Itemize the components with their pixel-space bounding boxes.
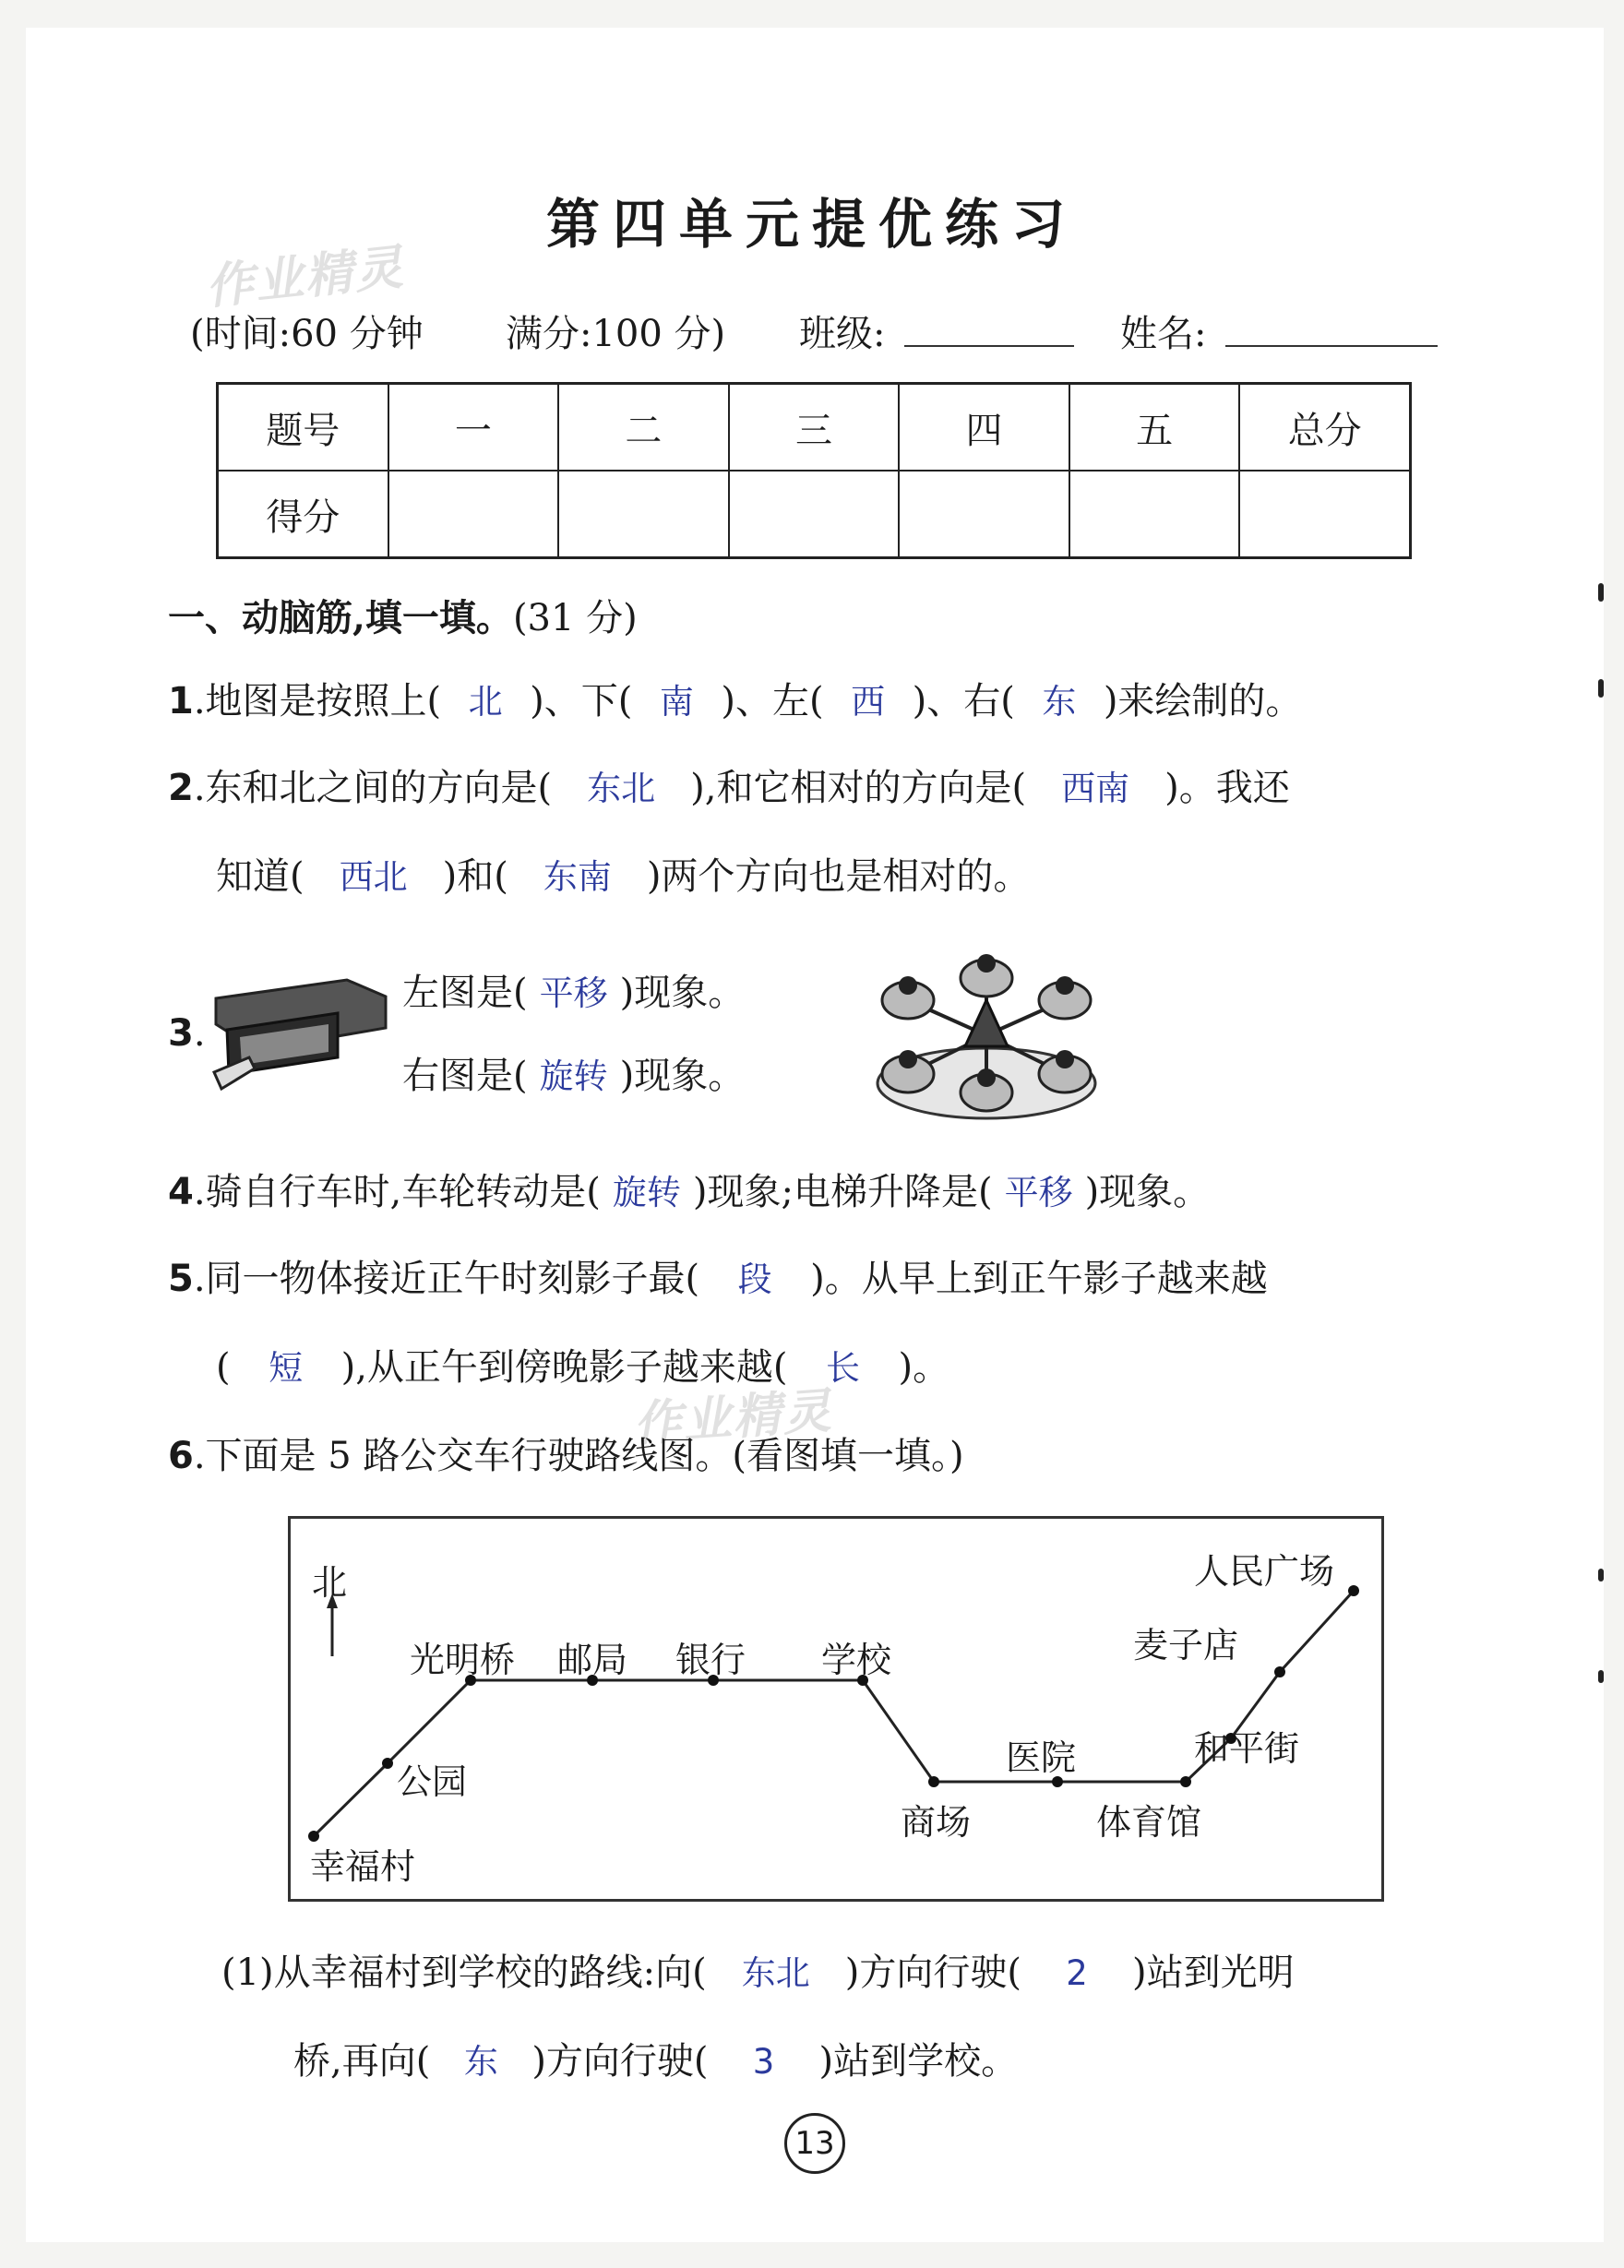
answer[interactable]: 东南 bbox=[543, 857, 612, 897]
stop-label: 医院 bbox=[1006, 1737, 1077, 1778]
question-5-line-1 bbox=[168, 1257, 1268, 1302]
score-table-header-row bbox=[218, 384, 1411, 472]
binding-mark bbox=[1598, 583, 1604, 602]
question-3-number: 3 bbox=[168, 1012, 194, 1055]
question-text: )、右( bbox=[912, 680, 1015, 722]
header-cell: 二 bbox=[558, 384, 729, 472]
question-2-line-1 bbox=[168, 766, 1290, 811]
score-cell[interactable] bbox=[1239, 471, 1410, 558]
question-3-line-2 bbox=[402, 1054, 745, 1099]
score-cell[interactable] bbox=[558, 471, 729, 558]
question-text: ),和它相对的方向是( bbox=[690, 767, 1027, 809]
question-number: 1 bbox=[168, 680, 194, 722]
question-text: .同一物体接近正午时刻影子最( bbox=[193, 1258, 700, 1300]
question-4 bbox=[168, 1170, 1210, 1215]
question-number: 4 bbox=[168, 1171, 194, 1213]
question-number: 3. bbox=[168, 1012, 206, 1055]
question-text: .下面是 5 路公交车行驶路线图。(看图填一填。) bbox=[193, 1435, 964, 1477]
answer[interactable]: 平移 bbox=[539, 973, 608, 1013]
stop-dot bbox=[1180, 1776, 1191, 1787]
stop-label: 银行 bbox=[675, 1640, 746, 1680]
question-5-line-2 bbox=[216, 1345, 949, 1391]
question-text: )。我还 bbox=[1164, 767, 1290, 809]
score-table bbox=[216, 382, 1412, 559]
score-cell[interactable] bbox=[1069, 471, 1240, 558]
watermark: 作业精灵 bbox=[202, 238, 408, 316]
page bbox=[26, 28, 1604, 2242]
question-6-1-line-2 bbox=[293, 2039, 1018, 2084]
header-cell: 四 bbox=[899, 384, 1069, 472]
page-number: 13 bbox=[784, 2113, 845, 2174]
question-text: )、左( bbox=[721, 680, 824, 722]
binding-mark bbox=[1598, 1670, 1604, 1683]
section-title: 一、动脑筋,填一填。 bbox=[168, 596, 513, 639]
stop-label: 麦子店 bbox=[1133, 1625, 1239, 1665]
answer[interactable]: 段 bbox=[737, 1259, 772, 1299]
question-text: )现象。 bbox=[619, 972, 746, 1014]
question-text: .骑自行车时,车轮转动是( bbox=[193, 1171, 601, 1213]
answer[interactable]: 东北 bbox=[587, 769, 656, 808]
header-cell: 总分 bbox=[1239, 384, 1410, 472]
question-number: 2 bbox=[168, 767, 194, 809]
header-cell: 三 bbox=[729, 384, 900, 472]
question-text: 桥,再向( bbox=[293, 2040, 431, 2083]
full-score-info: 满分:100 分) bbox=[506, 313, 726, 355]
answer[interactable]: 东 bbox=[1042, 682, 1077, 722]
question-text: ),从正午到傍晚影子越来越( bbox=[340, 1346, 788, 1389]
page-title: 第四单元提优练习 bbox=[545, 193, 1078, 256]
question-text: )现象。 bbox=[619, 1055, 746, 1097]
section-points: (31 分) bbox=[512, 597, 638, 639]
header-cell: 一 bbox=[388, 384, 559, 472]
binding-mark bbox=[1598, 679, 1604, 698]
stop-label: 体育馆 bbox=[1096, 1802, 1202, 1843]
question-1 bbox=[168, 679, 1302, 724]
score-table-score-row bbox=[218, 471, 1411, 558]
stop-dot bbox=[928, 1776, 939, 1787]
question-text: .东和北之间的方向是( bbox=[193, 767, 553, 809]
section-heading bbox=[168, 589, 638, 641]
answer[interactable]: 短 bbox=[269, 1348, 304, 1388]
header-cell: 题号 bbox=[218, 384, 388, 472]
question-text: )、下( bbox=[530, 680, 633, 722]
stop-label: 人民广场 bbox=[1194, 1551, 1335, 1592]
question-text: )方向行驶( bbox=[531, 2040, 709, 2083]
question-text: 右图是( bbox=[402, 1055, 528, 1097]
question-text: )现象;电梯升降是( bbox=[692, 1171, 993, 1213]
stop-dot bbox=[382, 1758, 393, 1769]
binding-mark bbox=[1598, 1569, 1604, 1582]
question-text: )方向行驶( bbox=[844, 1952, 1021, 1994]
question-text: ( bbox=[216, 1346, 231, 1389]
question-3-line-1 bbox=[402, 971, 745, 1016]
stop-dot bbox=[1274, 1666, 1285, 1677]
answer[interactable]: 长 bbox=[826, 1348, 861, 1388]
time-info: (时间:60 分钟 bbox=[190, 313, 424, 355]
carousel-illustration bbox=[871, 945, 1102, 1126]
question-text: 从幸福村到学校的路线:向( bbox=[273, 1952, 707, 1994]
score-cell[interactable] bbox=[899, 471, 1069, 558]
answer[interactable]: 3 bbox=[752, 2042, 775, 2082]
question-text: )站到学校。 bbox=[818, 2040, 1019, 2083]
answer[interactable]: 东北 bbox=[741, 1953, 810, 1993]
answer[interactable]: 2 bbox=[1066, 1953, 1088, 1993]
question-number: 5 bbox=[168, 1258, 194, 1300]
row-label-cell: 得分 bbox=[218, 471, 388, 558]
stop-label: 学校 bbox=[821, 1640, 892, 1680]
answer[interactable]: 西 bbox=[851, 682, 886, 722]
class-label: 班级: bbox=[799, 313, 886, 355]
name-blank[interactable] bbox=[1225, 304, 1438, 347]
sub-question-number: (1) bbox=[221, 1952, 274, 1994]
score-cell[interactable] bbox=[729, 471, 900, 558]
score-cell[interactable] bbox=[388, 471, 559, 558]
answer[interactable]: 北 bbox=[468, 682, 503, 722]
answer[interactable]: 南 bbox=[659, 682, 694, 722]
stop-label: 和平街 bbox=[1194, 1728, 1300, 1769]
question-text: )站到光明 bbox=[1131, 1952, 1295, 1994]
question-text: )两个方向也是相对的。 bbox=[646, 855, 1031, 898]
question-text: )来绘制的。 bbox=[1103, 680, 1303, 722]
stop-dot bbox=[1348, 1585, 1359, 1596]
stop-label: 邮局 bbox=[557, 1640, 628, 1680]
question-6-1-line-1 bbox=[221, 1951, 1295, 1996]
stop-label: 公园 bbox=[397, 1761, 468, 1802]
question-text: 知道( bbox=[216, 855, 304, 898]
answer[interactable]: 旋转 bbox=[539, 1056, 608, 1096]
stop-label: 幸福村 bbox=[310, 1846, 416, 1887]
class-blank[interactable] bbox=[904, 304, 1074, 347]
question-text: )现象。 bbox=[1084, 1171, 1211, 1213]
question-text: )。从早上到正午影子越来越 bbox=[810, 1258, 1268, 1300]
stop-label: 光明桥 bbox=[410, 1640, 516, 1680]
stop-label: 商场 bbox=[901, 1802, 972, 1843]
carousel-center bbox=[965, 1000, 1008, 1046]
question-6 bbox=[168, 1434, 964, 1478]
header-cell: 五 bbox=[1069, 384, 1240, 472]
question-number: 6 bbox=[168, 1435, 194, 1477]
answer[interactable]: 旋转 bbox=[612, 1173, 681, 1212]
watermark-mid: 作业精灵 bbox=[631, 1382, 835, 1453]
answer[interactable]: 西北 bbox=[339, 857, 408, 897]
question-text: )和( bbox=[442, 855, 508, 898]
name-label: 姓名: bbox=[1120, 313, 1207, 355]
question-text: 左图是( bbox=[402, 972, 528, 1014]
answer[interactable]: 东 bbox=[463, 2042, 498, 2082]
question-text: )。 bbox=[898, 1346, 950, 1389]
question-2-line-2 bbox=[216, 854, 1030, 900]
question-text: .地图是按照上( bbox=[193, 680, 442, 722]
drawer-illustration bbox=[209, 973, 393, 1098]
map-north-label: 北 bbox=[312, 1562, 348, 1603]
answer[interactable]: 平移 bbox=[1004, 1173, 1073, 1212]
answer[interactable]: 西南 bbox=[1061, 769, 1130, 808]
